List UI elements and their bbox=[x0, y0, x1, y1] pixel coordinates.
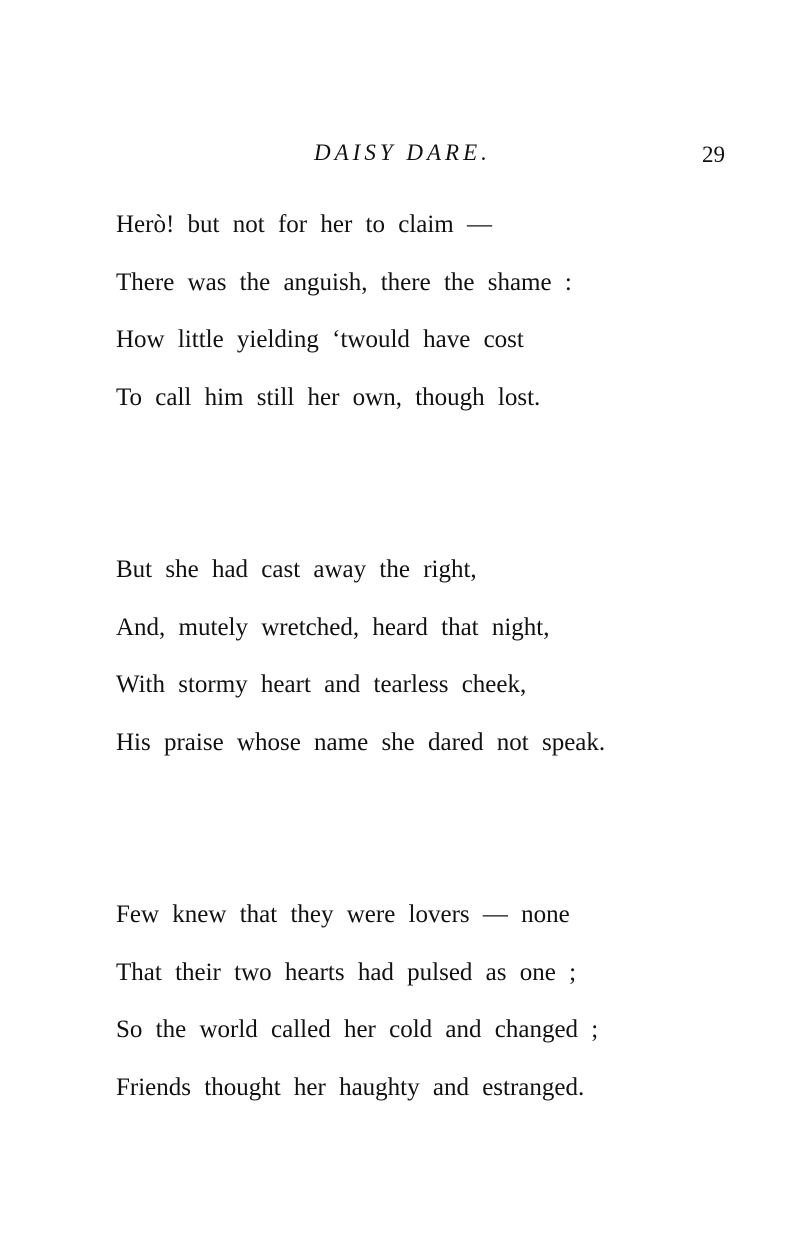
verse-line: How little yielding ‘twould have cost bbox=[116, 326, 524, 353]
verse-line: Few knew that they were lovers — none bbox=[116, 901, 570, 928]
stanza bbox=[116, 550, 756, 780]
stanza bbox=[116, 205, 756, 435]
verse-line: But she had cast away the right, bbox=[116, 556, 477, 583]
poem-body bbox=[116, 205, 756, 1240]
verse-line: To call him still her own, though lost. bbox=[116, 383, 541, 411]
verse-line: Friends thought her haughty and estranged. bbox=[116, 1073, 585, 1101]
running-head bbox=[0, 140, 800, 180]
verse-line: With stormy heart and tearless cheek, bbox=[116, 671, 527, 698]
verse-line: Herò! but not for her to claim — bbox=[116, 211, 492, 238]
stanza bbox=[116, 895, 756, 1125]
page-number: 29 bbox=[702, 142, 725, 167]
running-title: DAISY DARE. bbox=[314, 140, 491, 165]
verse-line: There was the anguish, there the shame : bbox=[116, 268, 572, 296]
verse-line: That their two hearts had pulsed as one ; bbox=[116, 958, 577, 986]
verse-line: And, mutely wretched, heard that night, bbox=[116, 613, 550, 641]
verse-line: His praise whose name she dared not speak. bbox=[116, 728, 606, 756]
verse-line: So the world called her cold and changed ; bbox=[116, 1016, 599, 1043]
